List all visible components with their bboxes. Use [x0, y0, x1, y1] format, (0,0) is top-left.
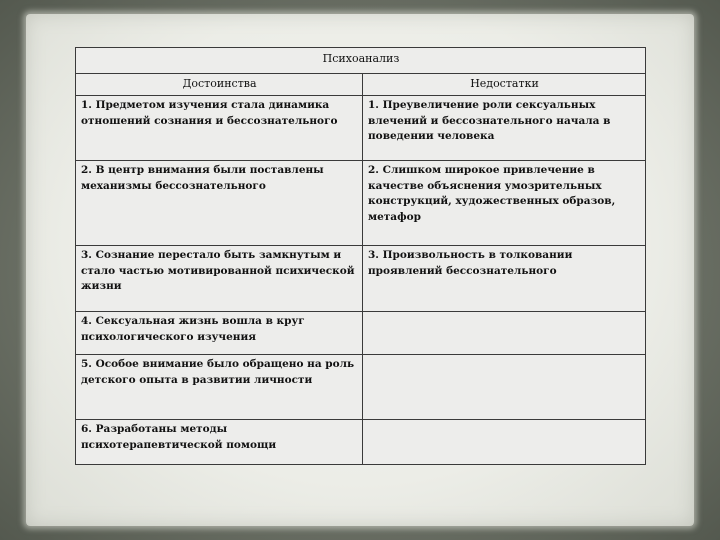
disadvantage-cell: 3. Произвольность в толковании проявлений бессознательного: [363, 246, 646, 312]
psychoanalysis-table: [75, 47, 646, 465]
table-row: [76, 246, 646, 312]
disadvantage-cell: 2. Слишком широкое привлечение в качестве объяснения умозрительных конструкций, художественных образов, метафор: [363, 161, 646, 246]
advantage-cell: 4. Сексуальная жизнь вошла в круг психологического изучения: [76, 312, 363, 355]
table-row: [76, 312, 646, 355]
disadvantage-cell: [363, 420, 646, 465]
disadvantage-cell: [363, 312, 646, 355]
advantage-cell: 2. В центр внимания были поставлены механизмы бессознательного: [76, 161, 363, 246]
disadvantage-cell: 1. Преувеличение роли сексуальных влечений и бессознательного начала в поведении человека: [363, 96, 646, 161]
header-disadvantages: Недостатки: [363, 74, 646, 96]
disadvantage-cell: [363, 355, 646, 420]
advantage-cell: 6. Разработаны методы психотерапевтической помощи: [76, 420, 363, 465]
advantage-cell: 5. Особое внимание было обращено на роль детского опыта в развитии личности: [76, 355, 363, 420]
advantage-cell: 3. Сознание перестало быть замкнутым и стало частью мотивированной психической жизни: [76, 246, 363, 312]
table-row: [76, 355, 646, 420]
table-row: [76, 96, 646, 161]
table-title: Психоанализ: [76, 48, 646, 74]
advantage-cell: 1. Предметом изучения стала динамика отношений сознания и бессознательного: [76, 96, 363, 161]
table-row: [76, 161, 646, 246]
table-row: [76, 420, 646, 465]
header-advantages: Достоинства: [76, 74, 363, 96]
